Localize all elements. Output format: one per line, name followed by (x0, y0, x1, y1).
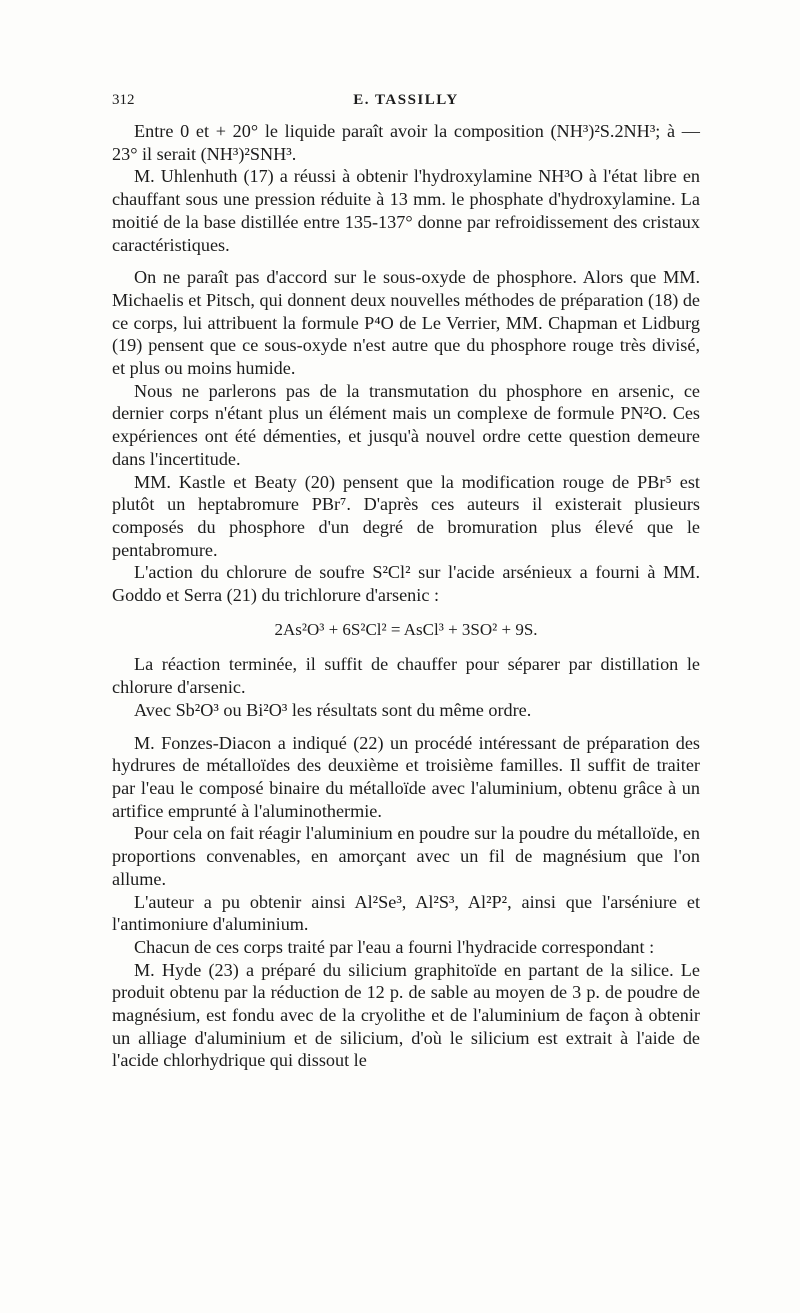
paragraph: La réaction terminée, il suffit de chauffer pour séparer par distillation le chlorure d'arsenic. (112, 654, 700, 698)
paragraph: M. Hyde (23) a préparé du silicium graphitoïde en partant de la silice. Le produit obtenu par la réduction de 12 p. de sable au moyen de 3 p. de poudre de magnésium, est fondu avec de la cryolithe et de l'aluminium de façon à obtenir un alliage d'aluminium et de silicium, d'où le silicium est extrait à l'aide de l'acide chlorhydrique qui dissout le (112, 959, 700, 1071)
paragraph: Entre 0 et + 20° le liquide paraît avoir la composition (NH³)²S.2NH³; à — 23° il serait (NH³)²SNH³. (112, 121, 700, 164)
page-header (112, 92, 700, 112)
paragraph: Avec Sb²O³ ou Bi²O³ les résultats sont du même ordre. (134, 699, 532, 720)
running-head: E. TASSILLY (353, 92, 459, 108)
paragraph: L'auteur a pu obtenir ainsi Al²Se³, Al²S³, Al²P², ainsi que l'arséniure et l'antimoniure d'aluminium. (112, 891, 700, 935)
paragraph: On ne paraît pas d'accord sur le sous-oxyde de phosphore. Alors que MM. Michaelis et Pitsch, qui donnent deux nouvelles méthodes de préparation (18) de ce corps, lui attribuent la formule P⁴O de Le Verrier, MM. Chapman et Lidburg (19) pensent que ce sous-oxyde n'est autre que du phosphore rouge très divisé, et plus ou moins humide. (112, 267, 700, 379)
page-number: 312 (112, 92, 135, 108)
paragraph: Pour cela on fait réagir l'aluminium en poudre sur la poudre du métalloïde, en proportions convenables, en amorçant avec un fil de magnésium que l'on allume. (112, 823, 700, 889)
paragraph: MM. Kastle et Beaty (20) pensent que la modification rouge de PBr⁵ est plutôt un heptabromure PBr⁷. D'après ces auteurs il existerait plusieurs composés du phosphore d'un degré de bromuration plus élevé que le pentabromure. (112, 471, 700, 560)
paragraph: Nous ne parlerons pas de la transmutation du phosphore en arsenic, ce dernier corps n'étant plus un élément mais un complexe de formule PN²O. Ces expériences ont été démenties, et jusqu'à nouvel ordre cette question demeure dans l'incertitude. (112, 380, 700, 469)
chemical-equation: 2As²O³ + 6S²Cl² = AsCl³ + 3SO² + 9S. (274, 619, 538, 639)
body-text (112, 120, 700, 1072)
paragraph: Chacun de ces corps traité par l'eau a fourni l'hydracide correspondant : (134, 936, 655, 957)
paragraph: M. Uhlenhuth (17) a réussi à obtenir l'hydroxylamine NH³O à l'état libre en chauffant sous une pression réduite à 13 mm. le phosphate d'hydroxylamine. La moitié de la base distillée entre 135-137° donne par refroidissement des cristaux caractéristiques. (112, 166, 700, 255)
paragraph: M. Fonzes-Diacon a indiqué (22) un procédé intéressant de préparation des hydrures de métalloïdes des deuxième et troisième familles. Il suffit de traiter par l'eau le composé binaire du métalloïde avec l'aluminium, obtenu grâce à un artifice emprunté à l'aluminothermie. (112, 732, 700, 821)
paragraph: L'action du chlorure de soufre S²Cl² sur l'acide arsénieux a fourni à MM. Goddo et Serra (21) du trichlorure d'arsenic : (112, 562, 700, 606)
